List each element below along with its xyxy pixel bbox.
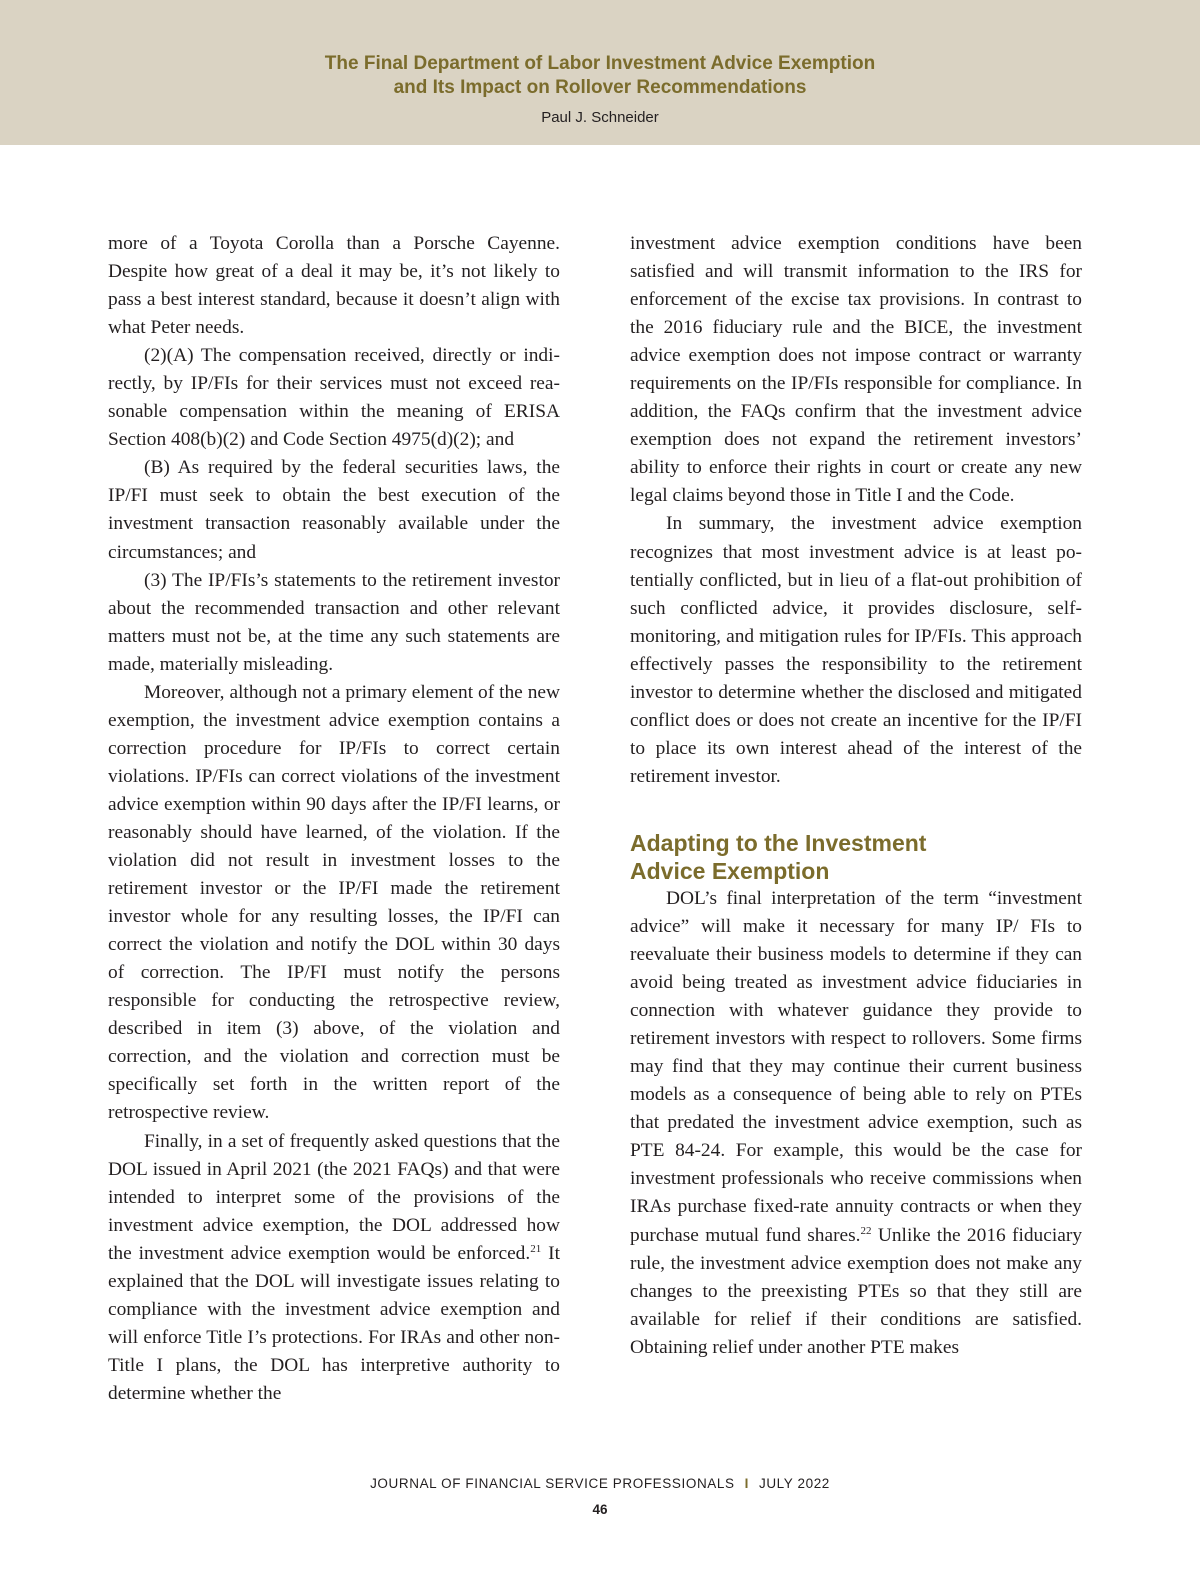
left-column — [108, 230, 560, 1408]
page-number: 46 — [592, 1502, 608, 1517]
article-author: Paul J. Schneider — [541, 109, 659, 126]
footnote-marker: 22 — [860, 1224, 872, 1237]
paragraph-text: It explained that the DOL will investigate issues relating to compliance with the investment advice exemption and will enforce Title I’s protections. For IRAs and other non-Title I plans, the DOL has interpretive authority to determine whether the — [108, 1242, 560, 1404]
paragraph: Moreover, although not a primary element of the new exemption, the investment advice exemption contains a correction procedure for IP/FIs to correct certain violations. IP/FIs can correct violations of the investment advice exemption within 90 days after the IP/FI learns, or reasonably should have learned, of the violation. If the violation did not result in investment losses to the retirement investor or the IP/FI made the retirement investor whole for any resulting losses, the IP/FI can correct the violation and notify the DOL within 30 days of correction. The IP/FI must notify the persons responsible for conducting the retrospective review, described in item (3) above, of the violation and correction, and the violation and correction must be specifically set forth in the written report of the retrospective review. — [108, 681, 560, 1124]
article-title-line-2: and Its Impact on Rollover Recommendations — [393, 77, 807, 98]
paragraph: (3) The IP/FIs’s statements to the retirement investor about the recommended transaction and other relevant matters must not be, at the time any such statements are made, materially misleading. — [108, 569, 560, 675]
paragraph: In summary, the investment advice exemption recognizes that most investment advice is at least potentially conflicted, but in lieu of a flat-out prohibition of such conflicted advice, it provides disclosure, self-monitoring, and mitigation rules for IP/FIs. This approach effectively passes the responsibility to the retirement investor to determine whether the disclosed and mitigated conflict does or does not create an incentive for the IP/FI to place its own interest ahead of the interest of the retirement investor. — [630, 513, 1082, 787]
paragraph-text: DOL’s final interpretation of the term “investment advice” will make it necessary for many IP/ FIs to reevaluate their business models to determine if they can avoid being treated as investment advice fiduciaries in connection with whatever guidance they provide to retirement investors with respect to rollovers. Some firms may find that they may continue their current business models as a consequence of being able to rely on PTEs that predated the investment advice exemption, such as PTE 84-24. For example, this would be the case for investment professionals who receive commissions when IRAs purchase fixed-rate annuity contracts or when they purchase mutual fund shares. — [630, 887, 1082, 1246]
page-footer — [0, 1474, 1200, 1494]
article-title-line-1: The Final Department of Labor Investment Advice Exemption — [324, 53, 876, 74]
paragraph: investment advice exemption conditions have been satisfied and will transmit information to the IRS for enforcement of the excise tax provisions. In contrast to the 2016 fiduciary rule and the BICE, the investment advice exemption does not impose contract or warranty requirements on the IP/FIs responsible for compliance. In addition, the FAQs confirm that the investment advice exemption does not expand the retirement investors’ ability to enforce their rights in court or create any new legal claims beyond those in Title I and the Code. — [630, 233, 1082, 507]
paragraph — [630, 885, 1082, 1362]
section-heading-line-2: Advice Exemption — [630, 857, 830, 884]
section-heading-line-1: Adapting to the Investment — [630, 829, 927, 856]
paragraph: (2)(A) The compensation received, directly or indirectly, by IP/FIs for their services must not exceed reasonable compensation within the meaning of ERISA Section 408(b)(2) and Code Section 4975(d)(2); and — [108, 345, 560, 451]
issue-date: JULY 2022 — [758, 1476, 830, 1491]
article-title — [0, 52, 1200, 100]
paragraph-text: Unlike the 2016 fiduciary rule, the investment advice exemption does not make any changes to the preexisting PTEs so that they still are available for relief if their conditions are satisfied. Obtaining relief under another PTE makes — [630, 1224, 1083, 1358]
footnote-marker: 21 — [530, 1242, 542, 1255]
section-heading — [630, 829, 1082, 885]
paragraph-text: Finally, in a set of frequently asked questions that the DOL issued in April 2021 (the 2021 FAQs) and that were intended to interpret some of the provisions of the investment advice exemption, the DOL addressed how the investment advice exemption would be enforced. — [108, 1130, 560, 1264]
journal-name: JOURNAL OF FINANCIAL SERVICE PROFESSIONALS — [370, 1476, 735, 1491]
paragraph — [108, 1128, 560, 1408]
paragraph: more of a Toyota Corolla than a Porsche Cayenne. Despite how great of a deal it may be, it’s not likely to pass a best interest standard, because it doesn’t align with what Peter needs. — [108, 233, 560, 339]
right-column — [630, 230, 1082, 1362]
paragraph: (B) As required by the federal securities laws, the IP/FI must seek to obtain the best execution of the investment transaction reasonably available under the circumstances; and — [108, 457, 560, 563]
page-header — [0, 0, 1200, 145]
footer-separator: I — [744, 1476, 749, 1491]
